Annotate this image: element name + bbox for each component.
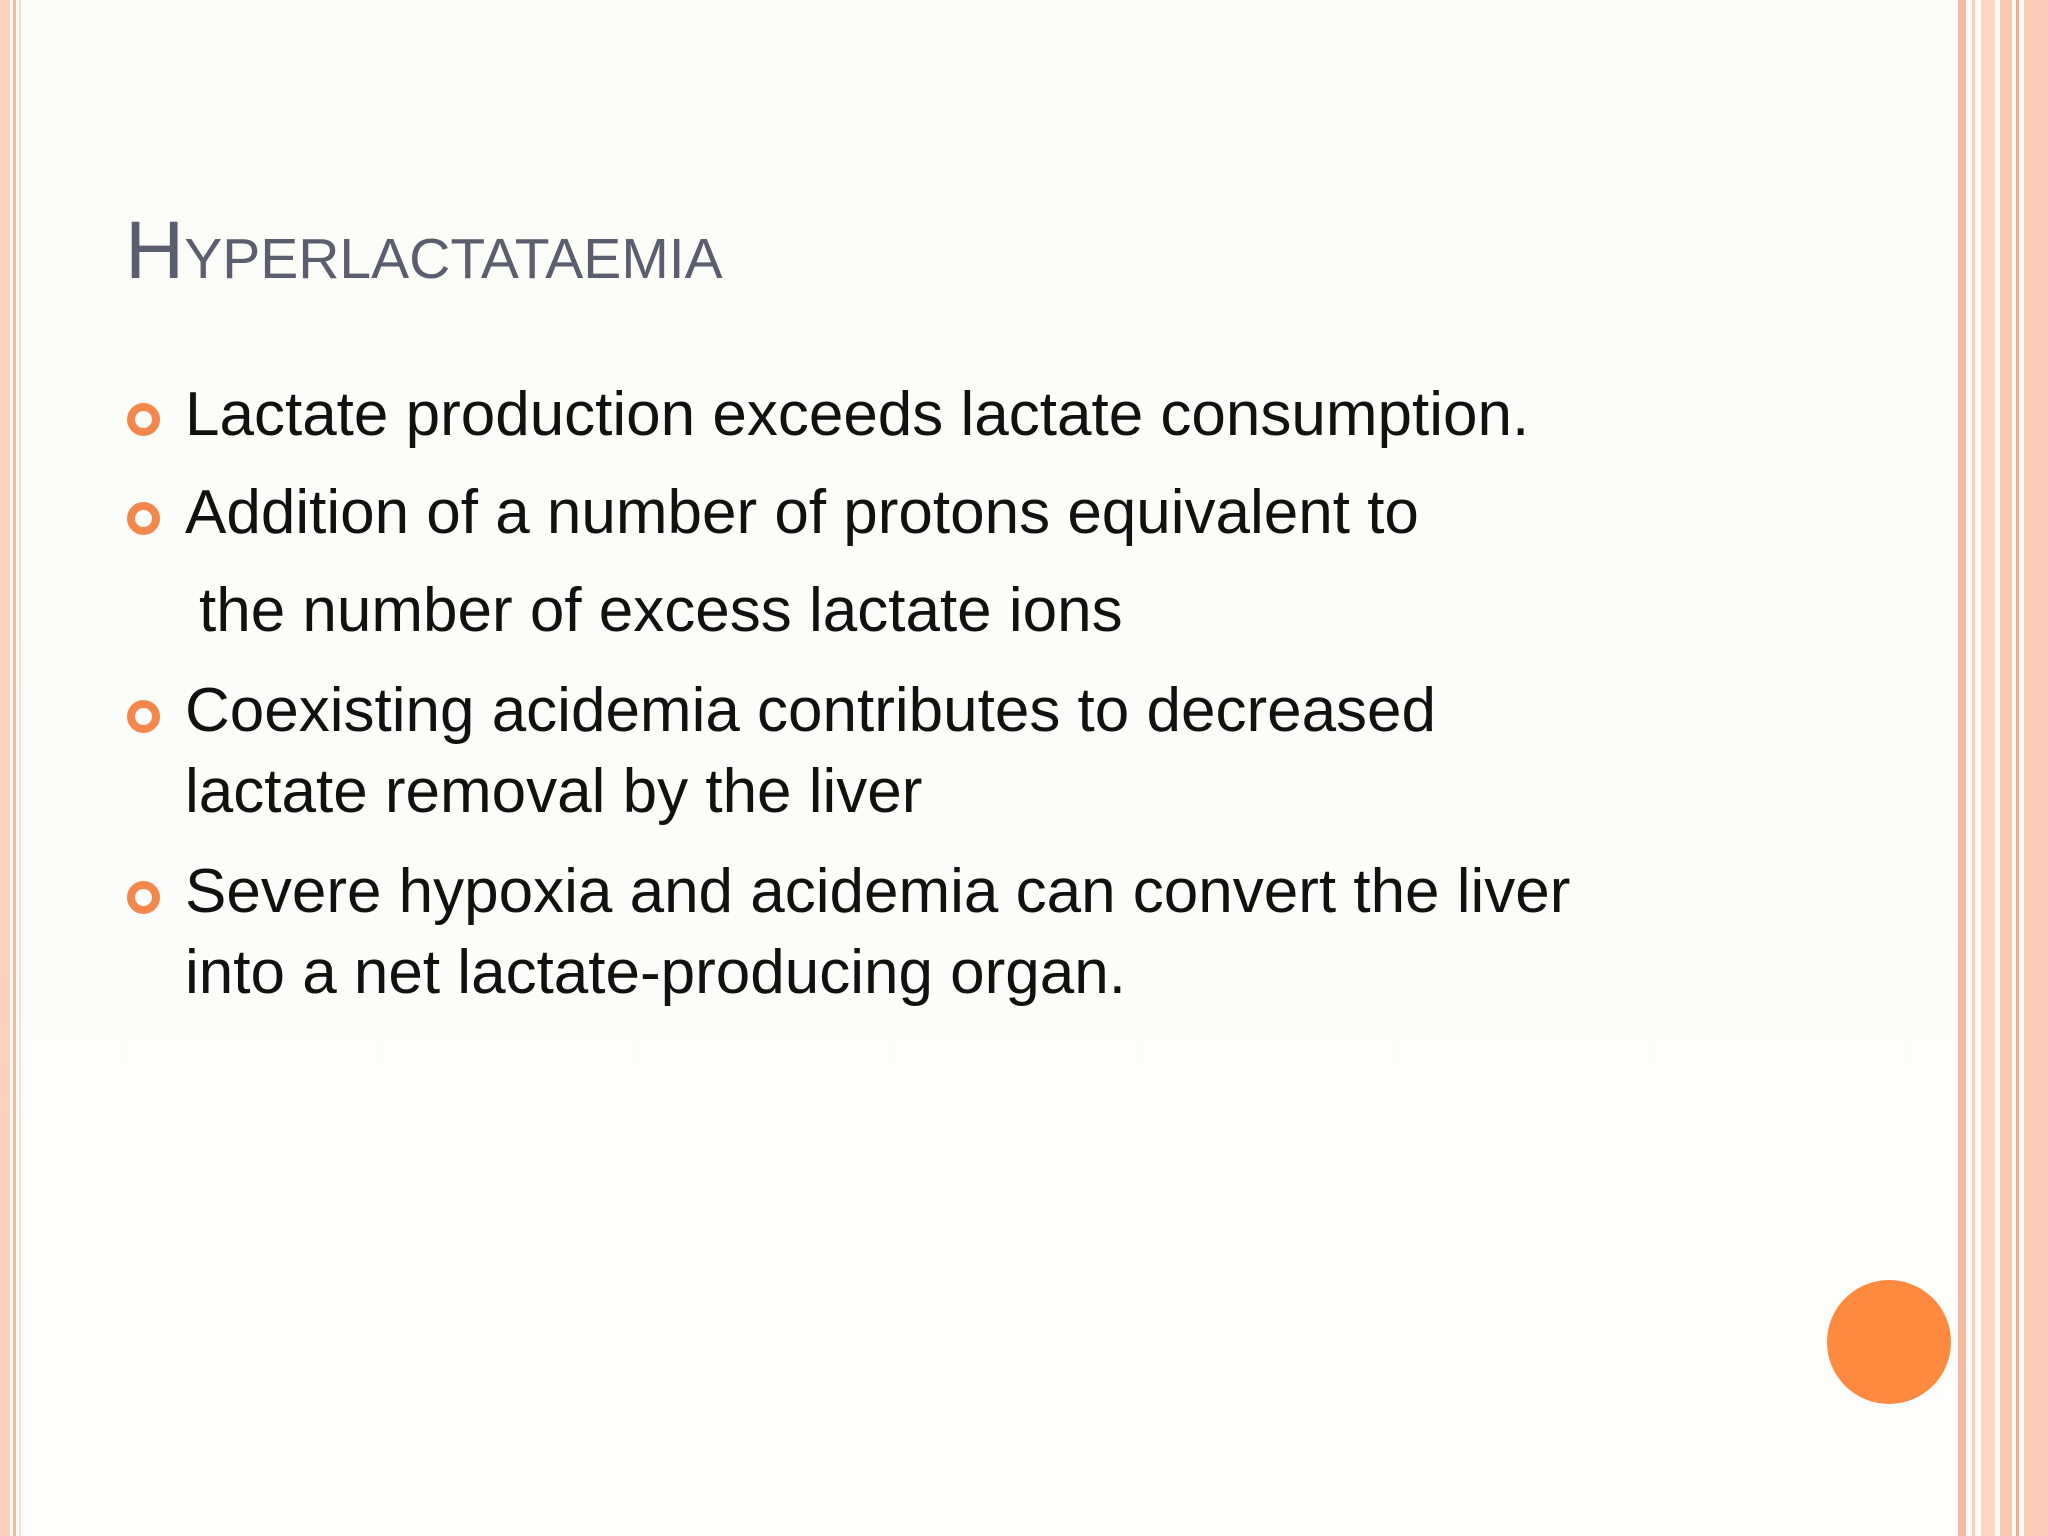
slide-title: Hyperlactataemia (125, 205, 723, 296)
bullet-text: Severe hypoxia and acidemia can convert the liver (185, 857, 1571, 926)
orange-circle-decoration (1827, 1280, 1951, 1404)
right-border-stripe (1981, 0, 1995, 1536)
hollow-circle-bullet-icon (127, 700, 160, 733)
bullet-text: Addition of a number of protons equivalent to (185, 478, 1419, 547)
hollow-circle-bullet-icon (127, 881, 160, 914)
right-border-stripe (1972, 0, 1975, 1536)
right-border-stripe (2016, 0, 2019, 1536)
bullet-text: the number of excess lactate ions (199, 576, 1123, 645)
bullet-text: lactate removal by the liver (185, 757, 923, 826)
bullet-text: into a net lactate-producing organ. (185, 938, 1126, 1007)
bullet-text: Lactate production exceeds lactate consumption. (185, 380, 1530, 449)
hollow-circle-bullet-icon (127, 403, 160, 436)
right-border-stripe (2000, 0, 2012, 1536)
right-border-stripe (2024, 0, 2048, 1536)
hollow-circle-bullet-icon (127, 502, 160, 535)
right-border-stripe (1958, 0, 1966, 1536)
bullet-text: Coexisting acidemia contributes to decreased (185, 676, 1437, 745)
